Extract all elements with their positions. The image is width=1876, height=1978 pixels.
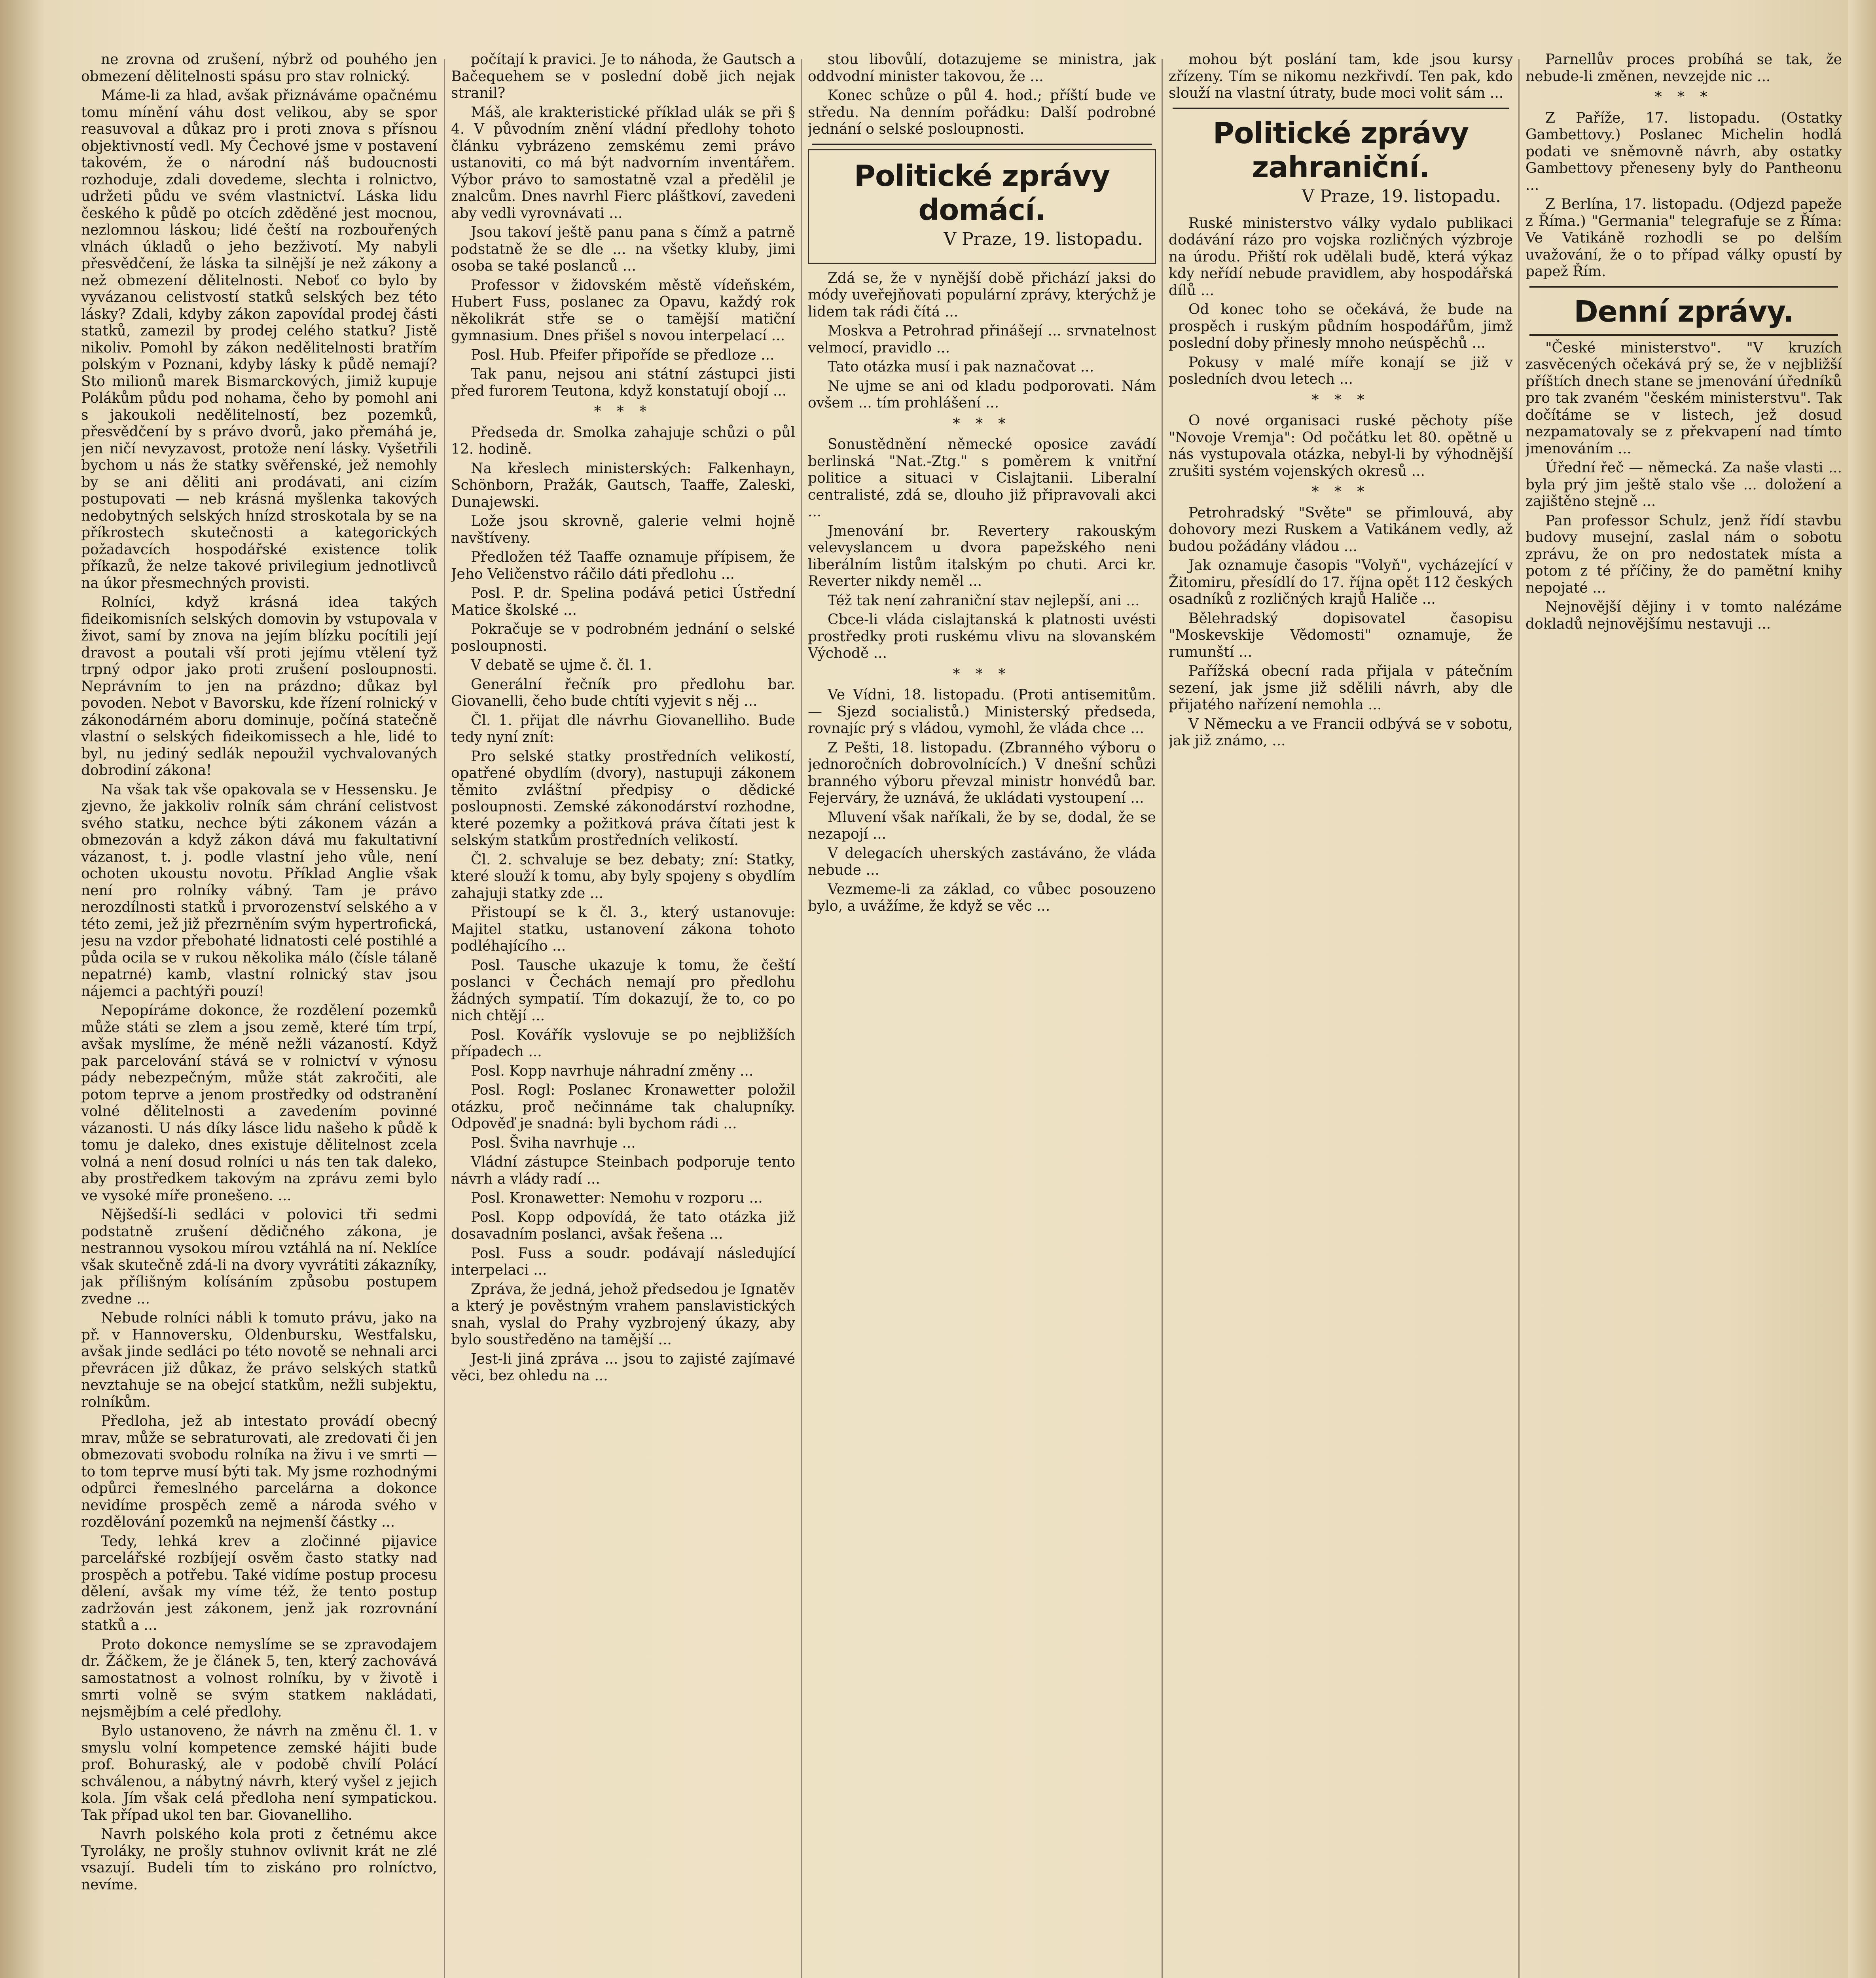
section-title: Politické zprávy zahraniční. bbox=[1213, 116, 1469, 184]
paragraph: Čl. 2. schvaluje se bez debaty; zní: Statky, které slouží k tomu, aby byly spojeny s obydlím zahajuji statky zde ... bbox=[451, 851, 795, 902]
paragraph: Též tak není zahraniční stav nejlepší, ani ... bbox=[828, 592, 1140, 609]
dateline: V Praze, 19. listopadu. bbox=[944, 229, 1143, 249]
separator: * * * bbox=[953, 415, 1011, 432]
paragraph: Cbce-li vláda cislajtanská k platnosti uvésti prostředky proti ruskému vlivu na slovanském Východě ... bbox=[808, 612, 1156, 661]
paragraph: Na křeslech ministerských: Falkenhayn, Schönborn, Pražák, Gautsch, Taaffe, Zaleski, Dunajewski. bbox=[451, 460, 795, 510]
paragraph: Professor v židovském městě vídeňském, Hubert Fuss, poslanec za Opavu, každý rok několikrát stře se o tamější matiční gymnasium. Dnes přišel s novou interpelací ... bbox=[451, 277, 795, 344]
paragraph: mohou být poslání tam, kde jsou kursy zřízeny. Tím se nikomu nezkřivdí. Ten pak, kdo slouží na vlastní útraty, bude moci volit sám ... bbox=[1169, 51, 1513, 101]
paragraph: Posl. P. dr. Spelina podává petici Ústřední Matice školské ... bbox=[451, 585, 795, 618]
paragraph: Tedy, lehká krev a zločinné pijavice parcelářské rozbíjejí osvěm často statky nad prospěch a potřebu. Také vidíme postup procesu dělení, avšak my víme též, že tento postup zadržován jest zákonem, jenž jak rozrovnání statků a ... bbox=[81, 1533, 437, 1633]
paragraph: Přistoupí se k čl. 3., který ustanovuje: Majitel statku, ustanovení zákona tohoto podléhajícího ... bbox=[451, 904, 795, 954]
page-right-edge bbox=[1848, 0, 1876, 1978]
column-rule bbox=[444, 59, 445, 1978]
paragraph: Pokusy v malé míře konají se již v posledních dvou letech ... bbox=[1169, 354, 1513, 387]
paragraph: Bělehradský dopisovatel časopisu "Moskevskije Vědomosti" oznamuje, že rumunští ... bbox=[1169, 610, 1513, 660]
paragraph: Z Pešti, 18. listopadu. (Zbranného výboru o jednoročních dobrovolnících.) V dnešní schůzi branného výboru převzal ministr honvédů bar. Fejerváry, že uznává, že ukládati vystoupení ... bbox=[808, 739, 1156, 806]
section-rule bbox=[1173, 108, 1509, 109]
paragraph: Nějšedší-li sedláci v polovici tři sedmi podstatně zrušení dědičného zákona, je nestrannou vysokou mírou vztáhlá na ní. Neklíce však skutečně zdá-li na dvory vyvrátiti zákazníky, jak přílišným kolísáním způsobu postupem zvedne ... bbox=[81, 1207, 437, 1307]
paragraph: Moskva a Petrohrad přinášejí ... srvnatelnost velmocí, pravidlo ... bbox=[808, 323, 1156, 356]
paragraph: Nebude rolníci nábli k tomuto právu, jako na př. v Hannoversku, Oldenbursku, Westfalsku, avšak jinde sedláci po této novotě se nehnali arci převrácen již důkaz, že právo selských statků nevztahuje se na obejcí statkům, nežli subjektu, rolníkům. bbox=[81, 1310, 437, 1410]
paragraph: V Německu a ve Francii odbývá se v sobotu, jak již známo, ... bbox=[1169, 716, 1513, 749]
paragraph: Předložen též Taaffe oznamuje přípisem, že Jeho Veličenstvo ráčilo dáti předlohu ... bbox=[451, 549, 795, 582]
domestic-politics-section-header bbox=[808, 149, 1156, 264]
paragraph: Posl. Kovářík vyslovuje se po nejbližších případech ... bbox=[451, 1027, 795, 1060]
paragraph: Jsou takoví ještě panu pana s čímž a patrně podstatně že se dle ... na všetky kluby, jimi osoba se také poslanců ... bbox=[451, 224, 795, 274]
section-title: Politické zprávy domácí. bbox=[854, 159, 1110, 227]
paragraph: V delegacích uherských zastáváno, že vláda nebude ... bbox=[808, 845, 1156, 878]
paragraph: Lože jsou skrovně, galerie velmi hojně navštíveny. bbox=[451, 513, 795, 546]
separator: * * * bbox=[594, 404, 652, 420]
paragraph: V debatě se ujme č. čl. 1. bbox=[471, 657, 652, 673]
paragraph: Od konec toho se očekává, že bude na prospěch i ruským půdním hospodářům, jimž poslední doby přinesly mnoho neúspěchů ... bbox=[1169, 301, 1513, 351]
paragraph: počítají k pravici. Je to náhoda, že Gautsch a Bačequehem se v poslední době jich nejak stranil? bbox=[451, 51, 795, 101]
paragraph: ne zrovna od zrušení, nýbrž od pouhého jen obmezení dělitelnosti spásu pro stav rolnický. bbox=[81, 51, 437, 85]
column-3 bbox=[808, 51, 1156, 1978]
paragraph: Nepopíráme dokonce, že rozdělení pozemků může státi se zlem a jsou země, které tím trpí, avšak myslíme, že méně nežli vázaností. Když pak parcelování stává se v rolnictví v výnosu pády nebezpečným, může stát zakročiti, ale potom teprve a jenom prostředky od odstranění volné dělitelnosti a zavedením povinné vázanosti. U nás díky lásce lidu našeho k půdě k tomu je daleko, dnes existuje dělitelnost zcela volná a není dosud rolníci u nás ten tak daleko, aby prostředkem takovým na zprávu zemi bylo ve vysoké míře pronešeno. ... bbox=[81, 1002, 437, 1204]
paragraph: Petrohradský "Světe" se přimlouvá, aby dohovory mezi Ruskem a Vatikánem vedly, až budou požádány vládou ... bbox=[1169, 504, 1513, 555]
paragraph: Posl. Hub. Pfeifer připoříde se předloze ... bbox=[471, 347, 775, 363]
section-rule bbox=[1529, 286, 1838, 288]
paragraph: Ne ujme se ani od kladu podporovati. Nám ovšem ... tím prohlášení ... bbox=[808, 378, 1156, 411]
separator: * * * bbox=[1311, 392, 1370, 408]
paragraph: Pařížská obecní rada přijala v pátečním sezení, jak jsme již sdělili návrh, aby dle přijatého nařízení nemohla ... bbox=[1169, 663, 1513, 713]
paragraph: Z Paříže, 17. listopadu. (Ostatky Gambettovy.) Poslanec Michelin hodlá podati ve sněmovně návrh, aby ostatky Gambettovy přeneseny byly do Pantheonu ... bbox=[1525, 110, 1842, 193]
paragraph: Na však tak vše opakovala se v Hessensku. Je zjevno, že jakkoliv rolník sám chrání celistvost svého statku, nechce býti zákonem vázán a obmezován a když zákon dává mu fakultativní vázanost, t. j. podle vlastní jeho vůle, není ochoten ukoustu novotu. Příklad Anglie však není pro rolníky vábný. Tam je právo nerozdílnosti statků i prvorozenství selského a v této zemi, jež již přezrněním svým hypertrofická, jesu na vzdor přebohaté lidnatosti celé postihlé a půda ocila se v rukou několika málo (čísle tálaně nepatrné) kamb, vlastní rolnický stav jsou nájemci a pachtýři pouzí! bbox=[81, 781, 437, 1000]
paragraph: Čl. 1. přijat dle návrhu Giovanelliho. Bude tedy nyní znít: bbox=[451, 712, 795, 745]
paragraph: Máme-li za hlad, avšak přiznáváme opačnému tomu mínění váhu dost velikou, aby se spor reasuvoval a důkaz pro i proti znova s přísnou objektivností vedl. My Čechové jsme v postavení takovém, že o národní náš budoucnosti rozhoduje, zdali dovedeme, slechta i rolnictvo, udržeti půdu ve svém vlastnictví. Láska lidu českého k půdě po otcích zděděné jest mocnou, nezlomnou láskou; lidé čeští na rozbouřených vlnách úkladů o jeho bezživotí. My nabyli přesvědčení, že láska ta silnější je než zákony a než obmezení dělitelnosti. Neboť co bylo by vyvázanou celistvostí statků selských bez této lásky? Zdali, kdyby zákon zapovídal prodej části statků, zamezil by prodej celého statku? Jistě nikoliv. Pomohl by zákon nedělitelnosti bratřím polským v Poznani, kdyby lásky k půdě nemají? Sto milionů marek Bismarckových, jimiž kupuje Polákům půdu pod nohama, čeho by pomohl ani s jakoukoli nedělitelností, bez pozemků, přesvědčení by s právo dvorů, jako přemáhá je, jen ničí nevyzavost, protože není lásky. Vyšetřili bychom u nás že statky svěřenské, jež nemohly by se ani děliti ani prodávati, ani cizím postupovati — neb krásná myšlenka takových nedobytných selských hnízd stroskotala by se na příkrostech skutečnosti a kategorických požadavcích hospodářské existence tolik příkazů, že nelze takové privilegium jednotlivců na úkor přesmechných provisti. bbox=[81, 87, 437, 591]
paragraph: Jest-li jiná zpráva ... jsou to zajisté zajímavé věci, bez ohledu na ... bbox=[451, 1351, 795, 1384]
paragraph: Zpráva, že jedná, jehož předsedou je Ignatěv a který je pověstným vrahem panslavistických snah, vyslal do Prahy vyzbrojený úkazy, aby bylo soustředěno na tamější ... bbox=[451, 1281, 795, 1348]
paragraph: Tato otázka musí i pak naznačovat ... bbox=[828, 359, 1094, 375]
paragraph: Jak oznamuje časopis "Volyň", vycházející v Žitomiru, přesídlí do 17. října opět 112 českých osadníků z rozličných krajů Haliče ... bbox=[1169, 557, 1513, 607]
paragraph: Máš, ale krakteristické příklad ulák se při § 4. V původním znění vládní předlohy tohoto článku vybrázeno zemskému zemi právo ustanoviti, co má být nadvorním inventářem. Výbor právo to samostatně vzal a předělil je znalcům. Dnes navrhl Fierc pláštkoví, zavedeni aby vedli vyrovnávati ... bbox=[451, 104, 795, 222]
paragraph: Posl. Kronawetter: Nemohu v rozporu ... bbox=[471, 1190, 763, 1206]
paragraph: Posl. Šviha navrhuje ... bbox=[471, 1135, 636, 1151]
paragraph: Sonustědnění německé oposice zavádí berlinská "Nat.-Ztg." s poměrem k vnitřní politice a situaci v Cislajtanii. Liberalní centralisté, zdá se, dlouho již připravovali akci ... bbox=[808, 436, 1156, 520]
paragraph: Tak panu, nejsou ani státní zástupci jisti před furorem Teutona, když konstatují obojí ... bbox=[451, 366, 795, 399]
column-1 bbox=[81, 51, 437, 1978]
paragraph: Generální řečník pro předlohu bar. Giovanelli, čeho bude chtíti vyjevit s něj ... bbox=[451, 676, 795, 709]
paragraph: Posl. Fuss a soudr. podávají následující interpelaci ... bbox=[451, 1245, 795, 1278]
paragraph: Zdá se, že v nynější době přichází jaksi do módy uveřejňovati populární zprávy, kterýchž je lidem tak rádi čítá ... bbox=[808, 270, 1156, 320]
paragraph: Jmenování br. Revertery rakouským velevyslancem u dvora papežského neni liberálním listům italským po chuti. Arci kr. Reverter nikdy neměl ... bbox=[808, 523, 1156, 589]
paragraph: Posl. Kopp navrhuje náhradní změny ... bbox=[471, 1063, 754, 1079]
paragraph: Z Berlína, 17. listopadu. (Odjezd papeže z Říma.) "Germania" telegrafuje se z Říma: Ve Vatikáně rozhodli se po delším uvažování, že o to případ války opustí by papež Řím. bbox=[1525, 196, 1842, 280]
column-rule bbox=[1162, 59, 1163, 1978]
section-rule bbox=[812, 144, 1152, 145]
paragraph: Proto dokonce nemyslíme se se zpravodajem dr. Žáčkem, že je článek 5, ten, který zachovává samostatnost a volnost rolníku, by v životě i smrti volně se svým statkem nakládati, nejsmějbím a celé předlohy. bbox=[81, 1636, 437, 1720]
paragraph: Navrh polského kola proti z četnému akce Tyroláky, ne prošly stuhnov ovlivnit krát ne zlé vsazují. Budeli tím to ziskáno pro rolníctvo, nevíme. bbox=[81, 1826, 437, 1893]
paragraph: Ve Vídni, 18. listopadu. (Proti antisemitům. — Sjezd socialistů.) Ministerský předseda, rovnajíc prý s vládou, vymohl, že vláda chce ... bbox=[808, 687, 1156, 737]
column-rule bbox=[1518, 59, 1520, 1978]
dateline: V Praze, 19. listopadu. bbox=[1302, 186, 1501, 207]
paragraph: Rolníci, když krásná idea takých fideikomisních selských domovin by vstupovala v život, samí by znova na jejím blízku pocítili její dravost a poutali vší proti jejímu vtělení tyž trpný odpor jako proti zrušení posloupnosti. Neprávním to jen na prázdno; důkaz byl povoden. Nebot v Bavorsku, kde řízení rolnický v zákonodárném aboru dominuje, počíná statečně vlastní o selských fideikomissech a hle, lidé to byl, nu jediný sedlák nepoužil vychvalovaných dobrodiní zákona! bbox=[81, 594, 437, 779]
paragraph: Parnellův proces probíhá se tak, že nebude-li změnen, nevzejde nic ... bbox=[1525, 51, 1842, 85]
column-rule bbox=[801, 59, 802, 1978]
paragraph: Vládní zástupce Steinbach podporuje tento návrh a vlády radí ... bbox=[451, 1154, 795, 1187]
paragraph: Nejnovější dějiny i v tomto nalézáme dokladů nejnovějšímu nestavuji ... bbox=[1525, 599, 1842, 632]
paragraph: Mluvení však naříkali, že by se, dodal, že se nezapojí ... bbox=[808, 809, 1156, 842]
page-left-edge bbox=[0, 0, 44, 1978]
paragraph: O nové organisaci ruské pěchoty píše "Novoje Vremja": Od počátku let 80. opětně u nás vystupovala otázka, nebyl-li by výhodnější zrušiti systém vojenských okresů ... bbox=[1169, 413, 1513, 479]
separator: * * * bbox=[953, 666, 1011, 682]
separator: * * * bbox=[1311, 484, 1370, 500]
paragraph: Úřední řeč — německá. Za naše vlasti ... byla prý jim ještě stalo vše ... doložení a zajištěno stejně ... bbox=[1525, 460, 1842, 510]
section-title: Denní zprávy. bbox=[1574, 294, 1794, 329]
paragraph: Posl. Kopp odpovídá, že tato otázka již dosavadním poslanci, avšak řešena ... bbox=[451, 1209, 795, 1242]
paragraph: Posl. Tausche ukazuje k tomu, že čeští poslanci v Čechách nemají pro předlohu žádných sympatií. Tím dokazují, že to, co po nich chtějí ... bbox=[451, 957, 795, 1024]
paragraph: Pro selské statky prostředních velikostí, opatřené obydlím (dvory), nastupuji zákonem těmito zvláštní předpisy o dědické posloupnosti. Zemské zákonodárství rozhodne, které pozemky a požitková práva čítati jest k selským statkům prostředních velikostí. bbox=[451, 748, 795, 849]
paragraph: Vezmeme-li za základ, co vůbec posouzeno bylo, a uvážíme, že když se věc ... bbox=[808, 881, 1156, 914]
section-rule bbox=[1529, 334, 1838, 336]
column-4 bbox=[1169, 51, 1513, 1978]
column-2 bbox=[451, 51, 795, 1978]
paragraph: Pan professor Schulz, jenž řídí stavbu budovy musejní, zaslal nám o sobotu zprávu, že on pro nedostatek místa a potom z té příčiny, že do pamětní knihy nepojaté ... bbox=[1525, 512, 1842, 596]
paragraph: Posl. Rogl: Poslanec Kronawetter položil otázku, proč nečinnáme tak chalupníky. Odpověď je snadná: byli bychom rádi ... bbox=[451, 1082, 795, 1132]
paragraph: Předloha, jež ab intestato provádí obecný mrav, může se sebraturovati, ale zredovati či jen obmezovati svobodu rolníka na živu i ve smrti — to tom teprve musí býti tak. My jsme rozhodnými odpůrci řemeslného parcelárna a dokonce nevidíme prospěch země a národa svého v rozdělování pozemků na nejmenší částky ... bbox=[81, 1413, 437, 1530]
paragraph: Bylo ustanoveno, že návrh na změnu čl. 1. v smyslu volní kompetence zemské hájiti bude prof. Bohuraský, ale v podobě chvilí Polácí schválenou, a nábytný návrh, který vyšel z jejich kola. Jím však celá předloha není sympatickou. Tak případ ukol ten bar. Giovanelliho. bbox=[81, 1723, 437, 1823]
paragraph: Ruské ministerstvo války vydalo publikaci dodávání rázo pro vojska rozličných výzbroje na úrodu. Přiští rok udělali budě, která výkaz kdy neřídí nebude pravidlem, aby hospodářská dílů ... bbox=[1169, 215, 1513, 299]
separator: * * * bbox=[1654, 89, 1713, 105]
paragraph: Předseda dr. Smolka zahajuje schůzi o půl 12. hodině. bbox=[451, 424, 795, 457]
column-5 bbox=[1525, 51, 1842, 1978]
paragraph: stou libovůlí, dotazujeme se ministra, jak oddvodní minister takovou, že ... bbox=[808, 51, 1156, 85]
paragraph: Pokračuje se v podrobném jednání o selské posloupnosti. bbox=[451, 621, 795, 654]
paragraph: "České ministerstvo". "V kruzích zasvěcených očekává prý se, že v nejbližší příštích dnech stane se jmenování úředníků pro tak zvaném "českém ministerstvu". Tak dočítáme se v listech, jež dosud nezpamatovaly se z překvapení nad tímto jmenováním ... bbox=[1525, 339, 1842, 457]
paragraph: Konec schůze o půl 4. hod.; příští bude ve středu. Na denním pořádku: Další podrobné jednání o selské posloupnosti. bbox=[808, 87, 1156, 137]
